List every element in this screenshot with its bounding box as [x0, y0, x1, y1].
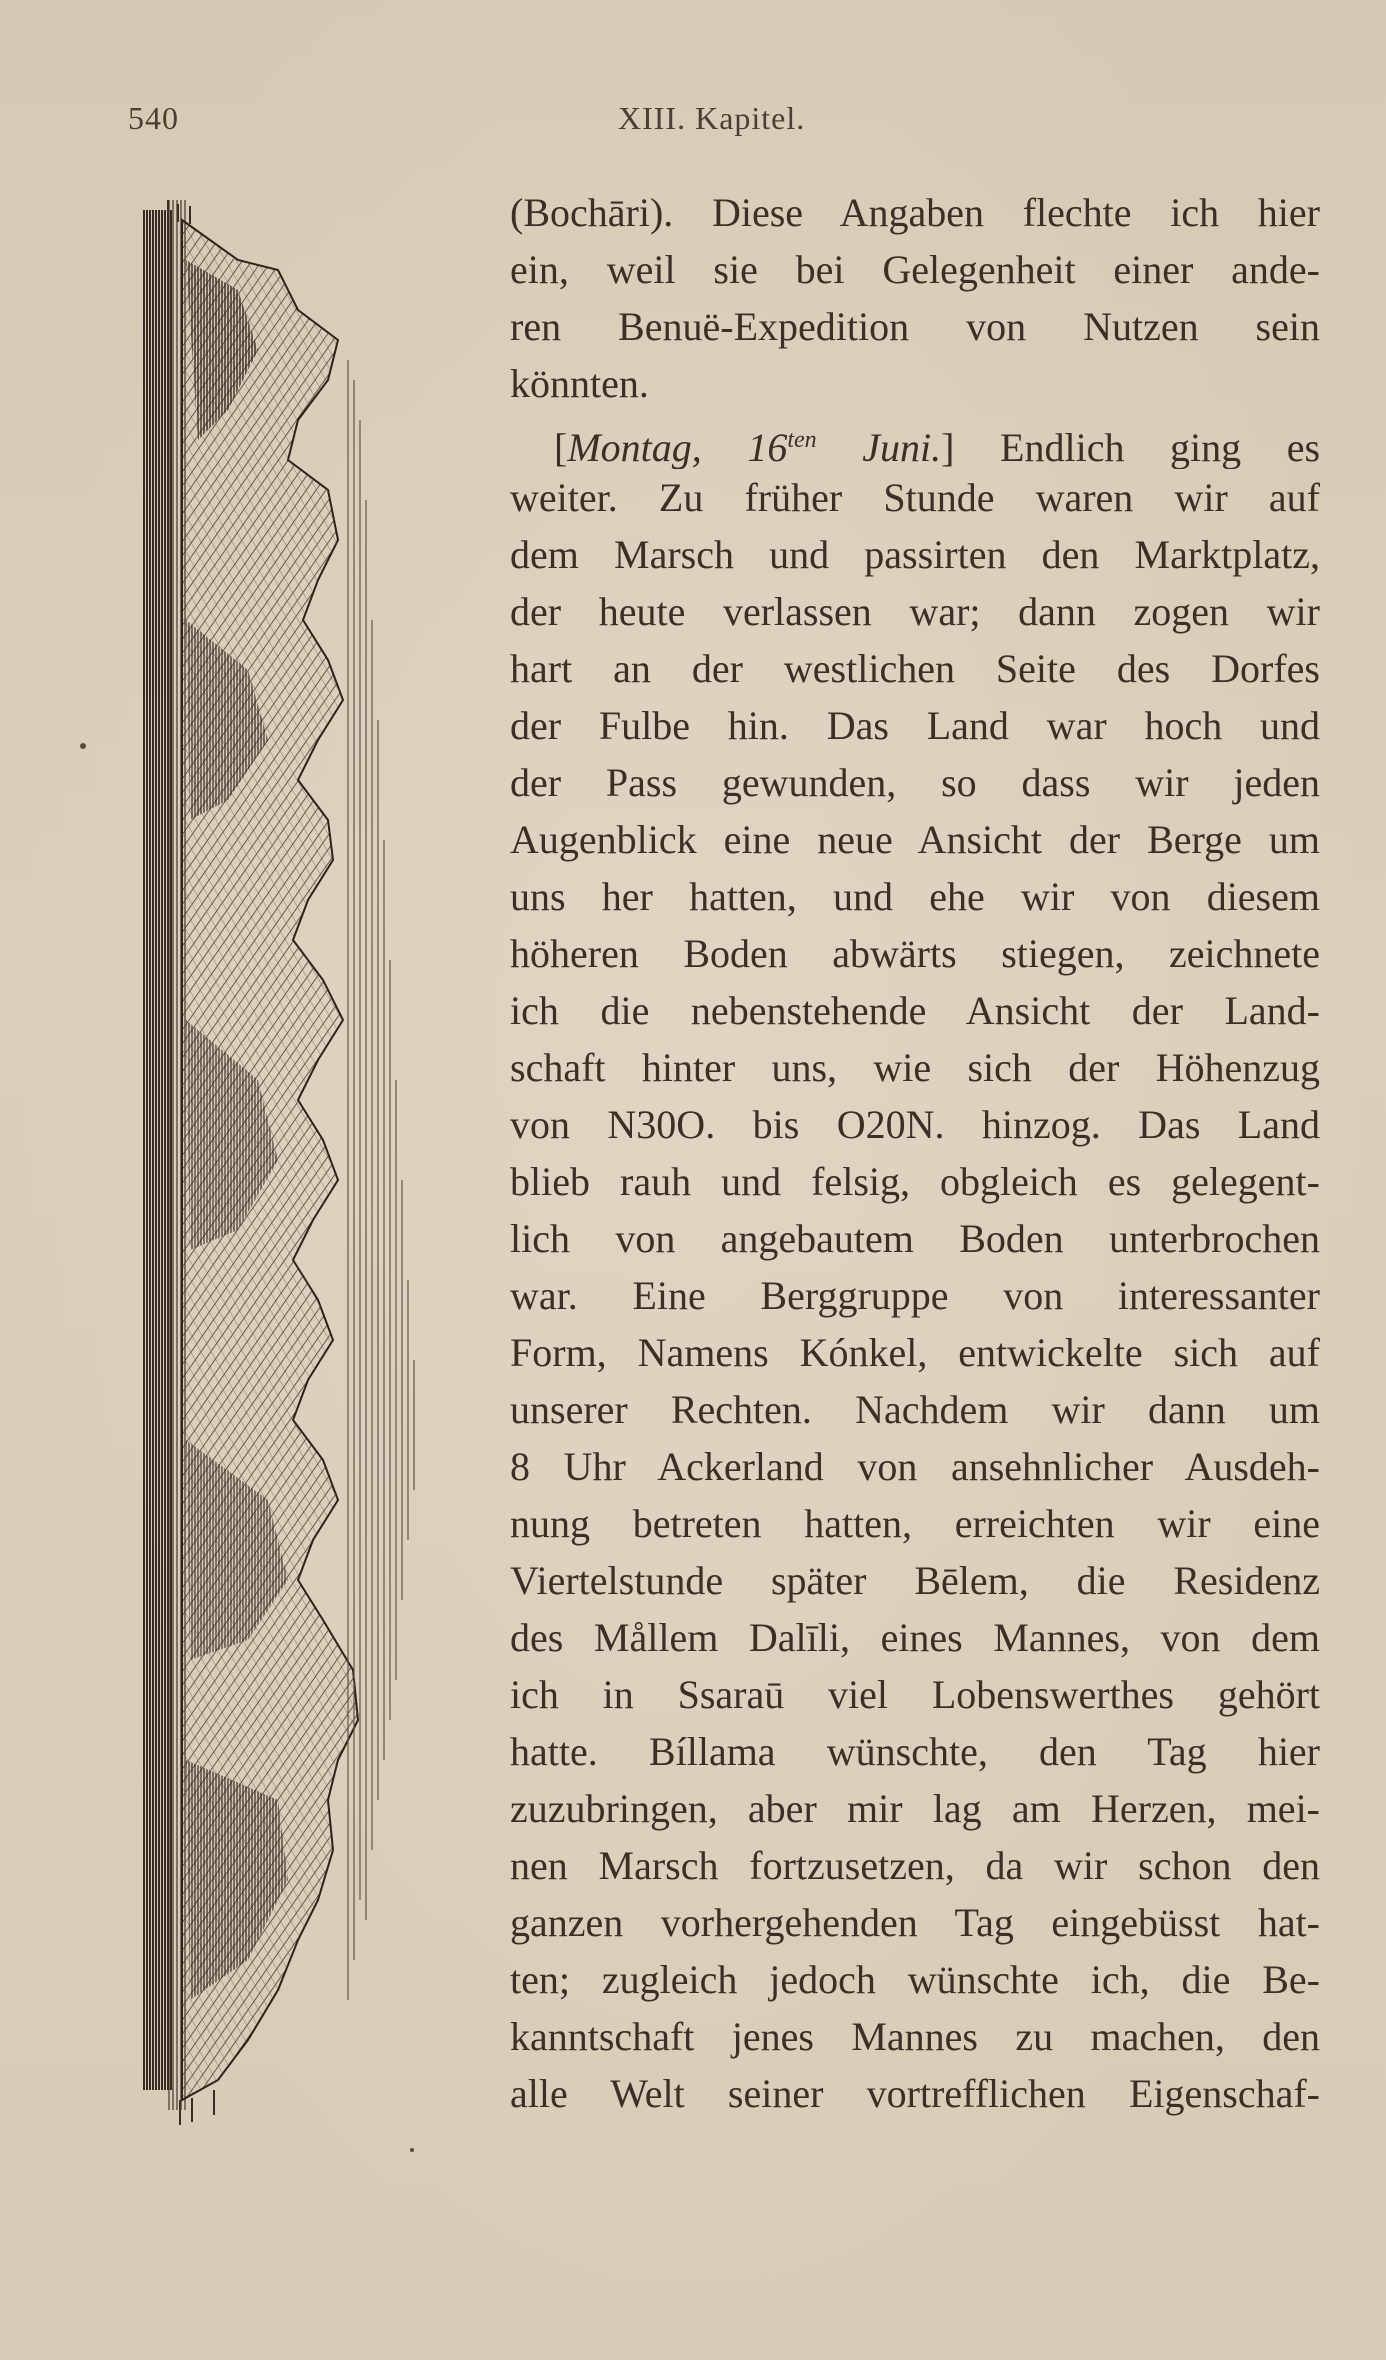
text-line: alle Welt seiner vortrefflichen Eigenschaf-: [510, 2071, 1320, 2116]
page-header: [128, 100, 848, 144]
date-close-bracket: ]: [941, 425, 955, 469]
text-line: ich die nebenstehende Ansicht der Land-: [510, 988, 1320, 1033]
date-weekday: Montag,: [567, 425, 702, 469]
text-line: zuzubringen, aber mir lag am Herzen, mei-: [510, 1786, 1320, 1831]
text-line: dem Marsch und passirten den Marktplatz,: [510, 532, 1320, 577]
text-line: ganzen vorhergehenden Tag eingebüsst hat-: [510, 1900, 1320, 1945]
text-line: ein, weil sie bei Gelegenheit einer ande-: [510, 247, 1320, 292]
date-day-suffix: ten: [787, 427, 817, 453]
text-line: uns her hatten, und ehe wir von diesem: [510, 874, 1320, 919]
text-line: ich in Ssaraū viel Lobenswerthes gehört: [510, 1672, 1320, 1717]
text-line: Viertelstunde später Bēlem, die Residenz: [510, 1558, 1320, 1603]
text-line: war. Eine Berggruppe von interessanter: [510, 1273, 1320, 1318]
date-month: Juni.: [862, 425, 942, 469]
date-day: 16: [747, 425, 788, 469]
text-line: blieb rauh und felsig, obgleich es gelegent-: [510, 1159, 1320, 1204]
text-line: nung betreten hatten, erreichten wir eine: [510, 1501, 1320, 1546]
text-line: könnten.: [510, 361, 649, 406]
text-line: nen Marsch fortzusetzen, da wir schon den: [510, 1843, 1320, 1888]
ink-speck: [410, 2148, 414, 2152]
text-line: 8 Uhr Ackerland von ansehnlicher Ausdeh-: [510, 1444, 1320, 1489]
text-line: unserer Rechten. Nachdem wir dann um: [510, 1387, 1320, 1432]
text-line: lich von angebautem Boden unterbrochen: [510, 1216, 1320, 1261]
page-number: 540: [128, 100, 179, 136]
running-head: XIII. Kapitel.: [618, 100, 806, 136]
text-line: höheren Boden abwärts stiegen, zeichnete: [510, 931, 1320, 976]
body-text: [510, 184, 1320, 2122]
paragraph-start-line: [510, 412, 1320, 469]
text-line-rest: Endlich ging es: [1000, 425, 1320, 469]
text-line: schaft hinter uns, wie sich der Höhenzug: [510, 1045, 1320, 1090]
text-line: hatte. Bíllama wünschte, den Tag hier: [510, 1729, 1320, 1774]
text-line: hart an der westlichen Seite des Dorfes: [510, 646, 1320, 691]
text-line: der heute verlassen war; dann zogen wir: [510, 589, 1320, 634]
text-line: des Mållem Dalīli, eines Mannes, von dem: [510, 1615, 1320, 1660]
text-line: (Bochāri). Diese Angaben flechte ich hier: [510, 190, 1320, 235]
mountain-range-engraving-icon: [128, 200, 498, 2130]
text-line: ten; zugleich jedoch wünschte ich, die Be-: [510, 1957, 1320, 2002]
text-line: der Pass gewunden, so dass wir jeden: [510, 760, 1320, 805]
text-line: ren Benuë-Expedition von Nutzen sein: [510, 304, 1320, 349]
date-open-bracket: [: [554, 425, 568, 469]
text-line: Form, Namens Kónkel, entwickelte sich auf: [510, 1330, 1320, 1375]
ink-speck: [80, 743, 86, 749]
text-line: der Fulbe hin. Das Land war hoch und: [510, 703, 1320, 748]
text-line: weiter. Zu früher Stunde waren wir auf: [510, 475, 1320, 520]
text-line: von N30O. bis O20N. hinzog. Das Land: [510, 1102, 1320, 1147]
text-line: Augenblick eine neue Ansicht der Berge um: [510, 817, 1320, 862]
text-line: kanntschaft jenes Mannes zu machen, den: [510, 2014, 1320, 2059]
